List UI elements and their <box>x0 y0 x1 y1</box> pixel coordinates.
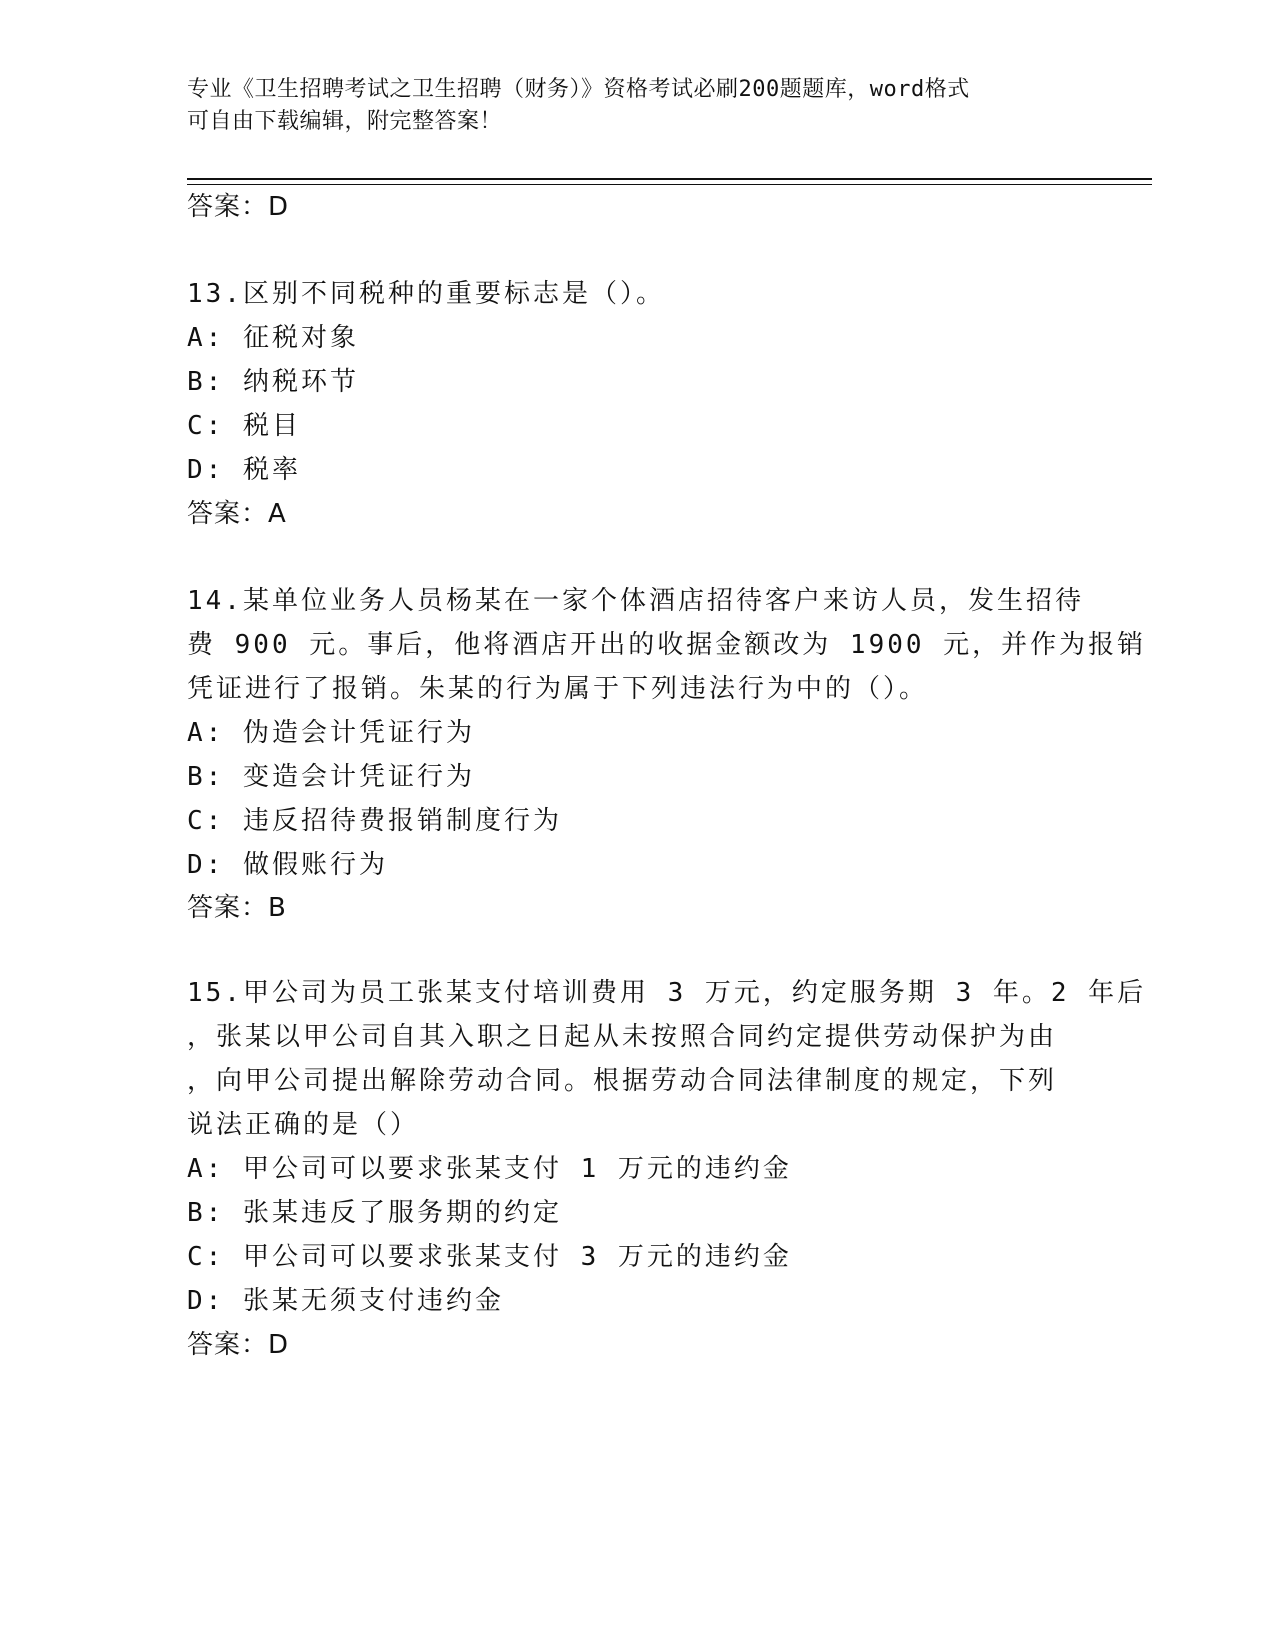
answer-15: 答案：D <box>187 1330 290 1360</box>
question-15-option-b: B: 张某违反了服务期的约定 <box>187 1198 562 1228</box>
question-13-option-c: C: 税目 <box>187 411 301 441</box>
header-rule-thick <box>187 178 1152 180</box>
question-13-option-a: A: 征税对象 <box>187 323 359 353</box>
question-15-stem-line-4: 说法正确的是（） <box>187 1110 420 1140</box>
question-15-option-d: D: 张某无须支付违约金 <box>187 1286 504 1316</box>
question-14-stem-line-3: 凭证进行了报销。朱某的行为属于下列违法行为中的（）。 <box>187 674 929 704</box>
question-15-stem-line-2: ，张某以甲公司自其入职之日起从未按照合同约定提供劳动保护为由 <box>187 1022 1058 1052</box>
question-13-stem: 13.区别不同税种的重要标志是（）。 <box>187 279 665 309</box>
question-14-stem-line-2: 费 900 元。事后，他将酒店开出的收据金额改为 1900 元，并作为报销 <box>187 630 1147 660</box>
answer-14: 答案：B <box>187 893 287 923</box>
question-15-option-c: C: 甲公司可以要求张某支付 3 万元的违约金 <box>187 1242 792 1272</box>
question-14-option-d: D: 做假账行为 <box>187 850 388 880</box>
question-14-option-b: B: 变造会计凭证行为 <box>187 762 475 792</box>
question-14-option-a: A: 伪造会计凭证行为 <box>187 718 475 748</box>
answer-13: 答案：A <box>187 499 287 529</box>
question-13-option-b: B: 纳税环节 <box>187 367 359 397</box>
answer-12: 答案：D <box>187 192 290 222</box>
question-15-stem-line-1: 15.甲公司为员工张某支付培训费用 3 万元，约定服务期 3 年。2 年后 <box>187 978 1147 1008</box>
header-line-2: 可自由下载编辑，附完整答案！ <box>187 109 503 134</box>
question-13-option-d: D: 税率 <box>187 455 301 485</box>
header-line-1: 专业《卫生招聘考试之卫生招聘（财务）》资格考试必刷200题题库，word格式 <box>187 77 970 102</box>
header-rule-thin <box>187 184 1152 185</box>
page-header <box>187 74 1087 138</box>
question-15-option-a: A: 甲公司可以要求张某支付 1 万元的违约金 <box>187 1154 792 1184</box>
question-15-stem-line-3: ，向甲公司提出解除劳动合同。根据劳动合同法律制度的规定，下列 <box>187 1066 1058 1096</box>
question-14-option-c: C: 违反招待费报销制度行为 <box>187 806 562 836</box>
question-14-stem-line-1: 14.某单位业务人员杨某在一家个体酒店招待客户来访人员，发生招待 <box>187 586 1084 616</box>
